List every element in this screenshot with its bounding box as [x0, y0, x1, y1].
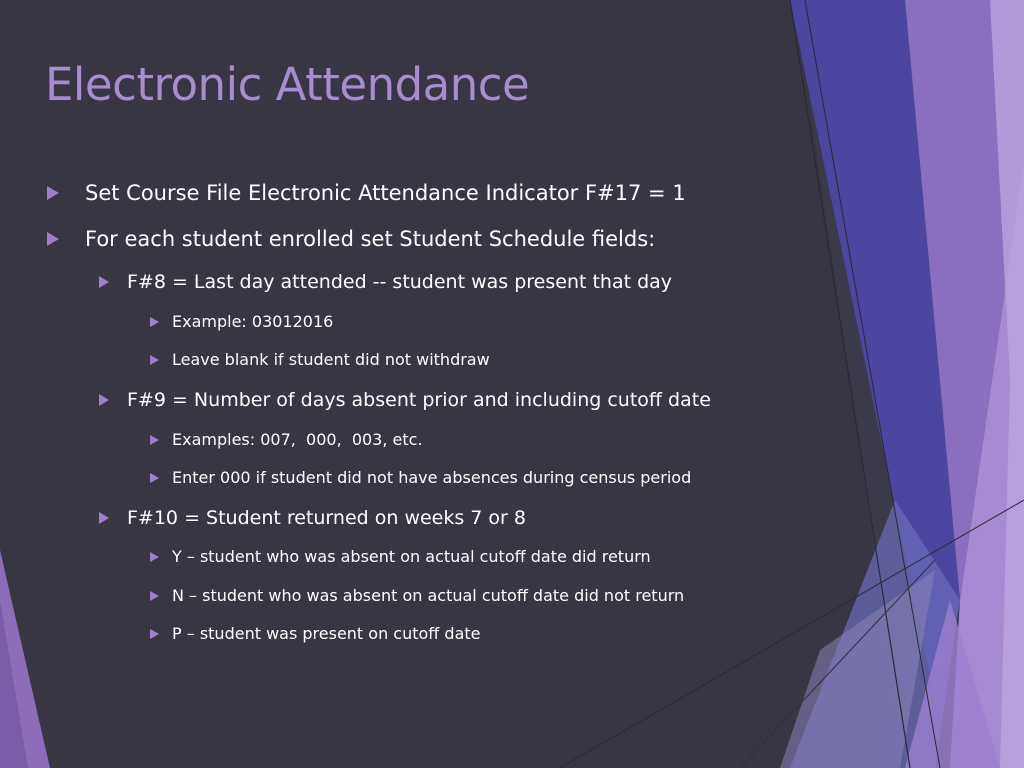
bullet-text: Leave blank if student did not withdraw: [172, 350, 490, 369]
bullet-text: Set Course File Electronic Attendance Indicator F#17 = 1: [85, 181, 686, 205]
bullet-f9-enter-000: [150, 468, 691, 487]
triangle-bullet-icon: [150, 552, 159, 562]
bullet-f10: [99, 507, 526, 529]
bullet-text: F#8 = Last day attended -- student was present that day: [127, 271, 673, 293]
triangle-bullet-icon: [150, 435, 159, 445]
bullet-text: N – student who was absent on actual cutoff date did not return: [172, 586, 685, 605]
triangle-bullet-icon: [150, 317, 159, 327]
triangle-bullet-icon: [47, 232, 59, 246]
triangle-bullet-icon: [150, 473, 159, 483]
bullet-f9: [99, 389, 711, 411]
bullet-text: Enter 000 if student did not have absences during census period: [172, 468, 692, 487]
bullet-f8: [99, 271, 672, 293]
bullet-f8-example: [150, 312, 333, 331]
bullet-f9-examples: [150, 430, 423, 449]
bullet-text: P – student was present on cutoff date: [172, 624, 481, 643]
bullet-text: Example: 03012016: [172, 312, 334, 331]
bullet-text: F#10 = Student returned on weeks 7 or 8: [127, 507, 526, 529]
triangle-bullet-icon: [47, 186, 59, 200]
triangle-bullet-icon: [150, 591, 159, 601]
triangle-bullet-icon: [99, 512, 109, 524]
bullet-f10-y: [150, 547, 651, 566]
slide-title: Electronic Attendance: [45, 58, 530, 111]
triangle-bullet-icon: [150, 355, 159, 365]
bullet-text: F#9 = Number of days absent prior and including cutoff date: [127, 389, 711, 411]
bullet-text: Examples: 007, 000, 003, etc.: [172, 430, 423, 449]
triangle-bullet-icon: [99, 276, 109, 288]
triangle-bullet-icon: [150, 629, 159, 639]
bullet-text: Y – student who was absent on actual cutoff date did return: [172, 547, 651, 566]
bullet-f8-blank: [150, 350, 490, 369]
bullet-set-course-file: [47, 181, 686, 205]
bullet-f10-n: [150, 586, 684, 605]
bullet-f10-p: [150, 624, 481, 643]
bullet-student-schedule: [47, 227, 655, 251]
triangle-bullet-icon: [99, 394, 109, 406]
bullet-text: For each student enrolled set Student Schedule fields:: [85, 227, 656, 251]
